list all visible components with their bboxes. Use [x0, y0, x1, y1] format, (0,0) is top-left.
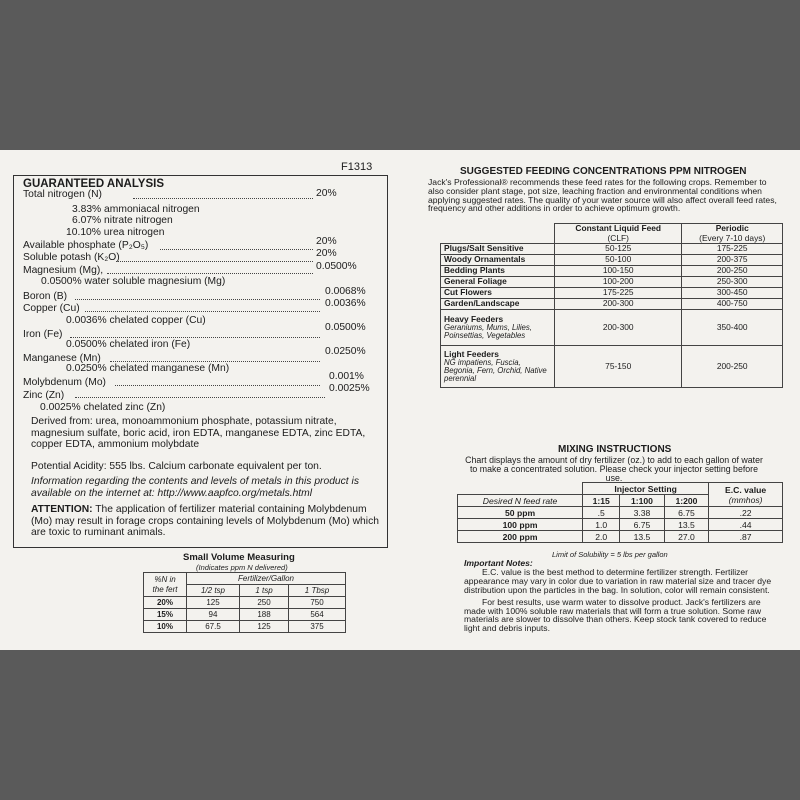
table-cell: 175-225 — [555, 288, 682, 299]
analysis-line: Boron (B) — [23, 291, 68, 302]
feeding-title: SUGGESTED FEEDING CONCENTRATIONS PPM NITROGEN — [460, 166, 747, 177]
small-volume-subtitle: (Indicates ppm N delivered) — [196, 563, 288, 572]
derived-from-text: Derived from: urea, monoammonium phosphate, potassium nitrate, magnesium sulfate, boric acid, iron EDTA, manganese EDTA, zinc EDTA, copper EDTA, ammonium molybdate — [31, 416, 366, 450]
table-row — [441, 288, 783, 299]
analysis-line: Soluble potash (K₂O) — [23, 252, 120, 263]
clf-header: Constant Liquid Feed — [575, 223, 662, 233]
table-cell: 250 — [240, 597, 289, 609]
column-header: 1:100 — [620, 495, 664, 507]
analysis-value: 0.001% — [329, 371, 364, 382]
important-notes — [464, 559, 784, 633]
table-row — [441, 346, 783, 388]
analysis-line: Iron (Fe) — [23, 329, 63, 340]
analysis-line: Total nitrogen (N) — [23, 189, 102, 200]
table-cell: 1.0 — [583, 519, 620, 531]
row-label: 10% — [144, 621, 187, 633]
leader-dots — [110, 361, 320, 362]
analysis-line: 0.0025% chelated zinc (Zn) — [40, 402, 166, 413]
analysis-value: 0.0250% — [325, 346, 366, 357]
analysis-line: 0.0500% chelated iron (Fe) — [66, 339, 191, 350]
table-cell: .44 — [709, 519, 783, 531]
table-cell: 50-100 — [555, 255, 682, 266]
crop-label: Bedding Plants — [441, 266, 555, 277]
injector-setting-header: Injector Setting — [583, 483, 709, 495]
ec-unit: (mmhos) — [728, 494, 763, 505]
attention-body: The application of fertilizer material containing Molybdenum (Mo) may result in forage crops containing levels of Molybdenum (Mo) which are toxic to ruminant animals. — [31, 504, 379, 538]
analysis-value: 20% — [316, 188, 337, 199]
table-cell: 75-150 — [555, 346, 682, 388]
analysis-line: Molybdenum (Mo) — [23, 377, 106, 388]
crop-label: Cut Flowers — [441, 288, 555, 299]
table-row — [144, 609, 346, 621]
table-row — [441, 310, 783, 346]
mixing-intro: Chart displays the amount of dry fertilizer (oz.) to add to each gallon of water to make a concentrated solution. Please check your injector setting before use. — [465, 455, 763, 484]
solubility-limit-note: Limit of Solubility = 5 lbs per gallon — [552, 550, 668, 559]
leader-dots — [107, 273, 313, 274]
table-cell: 400-750 — [682, 299, 783, 310]
table-cell: .5 — [583, 507, 620, 519]
crop-label: Plugs/Salt Sensitive — [441, 244, 555, 255]
table-cell: 125 — [240, 621, 289, 633]
small-volume-title: Small Volume Measuring — [183, 552, 295, 563]
ec-title: E.C. value — [725, 484, 767, 495]
rate-header: Desired N feed rate — [458, 495, 583, 507]
table-cell: 200-300 — [555, 299, 682, 310]
row-label: 100 ppm — [458, 519, 583, 531]
table-row — [458, 507, 783, 519]
table-cell: 350-400 — [682, 310, 783, 346]
column-header — [682, 224, 783, 244]
table-cell: 13.5 — [620, 531, 664, 543]
crop-label: General Foliage — [441, 277, 555, 288]
row-label: 50 ppm — [458, 507, 583, 519]
leader-dots — [115, 385, 320, 386]
crop-label — [441, 346, 555, 388]
analysis-line: 0.0036% chelated copper (Cu) — [66, 315, 206, 326]
table-cell: 100-150 — [555, 266, 682, 277]
table-cell: 188 — [240, 609, 289, 621]
table-cell: 300-450 — [682, 288, 783, 299]
column-header: 1:200 — [664, 495, 708, 507]
table-cell: 27.0 — [664, 531, 708, 543]
leader-dots — [160, 249, 313, 250]
potential-acidity-text: Potential Acidity: 555 lbs. Calcium carbonate equivalent per ton. — [31, 461, 322, 472]
column-header: 1/2 tsp — [187, 585, 240, 597]
periodic-header: Periodic — [715, 223, 749, 233]
table-cell: 50-125 — [555, 244, 682, 255]
analysis-value: 0.0500% — [316, 261, 357, 272]
table-cell: 125 — [187, 597, 240, 609]
table-cell: 2.0 — [583, 531, 620, 543]
table-row — [441, 266, 783, 277]
table-cell: 100-200 — [555, 277, 682, 288]
column-header — [555, 224, 682, 244]
mixing-title: MIXING INSTRUCTIONS — [558, 444, 672, 455]
attention-text — [31, 504, 386, 539]
table-cell: 94 — [187, 609, 240, 621]
table-row — [144, 621, 346, 633]
blank-header-cell — [458, 483, 583, 495]
table-row — [458, 531, 783, 543]
analysis-line: Zinc (Zn) — [23, 390, 65, 401]
analysis-value: 20% — [316, 248, 337, 259]
attention-label: ATTENTION: — [31, 504, 93, 515]
leader-dots — [75, 397, 325, 398]
analysis-line: Available phosphate (P₂O₅) — [23, 240, 149, 251]
analysis-value: 0.0500% — [325, 322, 366, 333]
analysis-line: 0.0250% chelated manganese (Mn) — [66, 363, 230, 374]
table-row — [441, 299, 783, 310]
small-volume-table — [143, 572, 346, 633]
table-cell: 200-250 — [682, 266, 783, 277]
guaranteed-analysis-title: GUARANTEED ANALYSIS — [23, 178, 164, 190]
form-code: F1313 — [341, 161, 373, 173]
table-cell: 3.38 — [620, 507, 664, 519]
ec-header — [709, 483, 783, 507]
table-corner-header: %N in the fert — [144, 573, 187, 597]
periodic-subheader: (Every 7-10 days) — [699, 232, 766, 243]
note-paragraph: For best results, use warm water to dissolve product. Jack's fertilizers are made with 100% soluble raw materials that will form a true solution. Some raw materials are slower to dissolve than others. Keep stock tank covered to reduce light and debris inputs. — [464, 596, 767, 634]
crop-label: Garden/Landscape — [441, 299, 555, 310]
metals-info-text: Information regarding the contents and levels of metals in this product is available on the internet at: http://www.aapfco.org/metals.html — [31, 476, 359, 499]
crop-detail: NG impatiens, Fuscia, Begonia, Fern, Orchid, Native perennial — [444, 358, 547, 384]
leader-dots — [75, 299, 320, 300]
crop-name: Heavy Feeders — [444, 313, 504, 324]
table-row — [441, 255, 783, 266]
table-cell: 200-375 — [682, 255, 783, 266]
table-cell: 200-300 — [555, 310, 682, 346]
analysis-line: Manganese (Mn) — [23, 353, 101, 364]
table-cell: 200-250 — [682, 346, 783, 388]
analysis-line: 10.10% urea nitrogen — [66, 227, 165, 238]
mixing-table — [457, 482, 783, 543]
table-cell: 175-225 — [682, 244, 783, 255]
crop-label: Woody Ornamentals — [441, 255, 555, 266]
crop-label — [441, 310, 555, 346]
row-label: 20% — [144, 597, 187, 609]
table-cell: 750 — [289, 597, 346, 609]
leader-dots — [133, 198, 313, 199]
crop-name: Light Feeders — [444, 348, 499, 359]
table-row — [441, 244, 783, 255]
column-header: 1 Tbsp — [289, 585, 346, 597]
analysis-value: 20% — [316, 236, 337, 247]
blank-header-cell — [441, 224, 555, 244]
analysis-value: 0.0036% — [325, 298, 366, 309]
table-cell: 375 — [289, 621, 346, 633]
feeding-table — [440, 223, 783, 388]
column-header: 1 tsp — [240, 585, 289, 597]
table-cell: .22 — [709, 507, 783, 519]
analysis-line: 6.07% nitrate nitrogen — [72, 215, 173, 226]
analysis-line: Magnesium (Mg), — [23, 265, 104, 276]
analysis-value: 0.0025% — [329, 383, 370, 394]
table-cell: .87 — [709, 531, 783, 543]
important-notes-title: Important Notes: — [464, 558, 533, 568]
table-cell: 250-300 — [682, 277, 783, 288]
analysis-line: 0.0500% water soluble magnesium (Mg) — [41, 276, 226, 287]
table-cell: 6.75 — [664, 507, 708, 519]
crop-detail: Geraniums, Mums, Lilies, Poinsettias, Vegetables — [444, 323, 532, 341]
feeding-intro: Jack's Professional® recommends these feed rates for the following crops. Remember to also consider plant stage, pot size, leaching fraction and environmental conditions when applying suggested rates. The quality of your water source will also affect overall feed rates, frequency and other additions in order to achieve optimum growth. — [428, 177, 777, 214]
table-cell: 67.5 — [187, 621, 240, 633]
table-row — [144, 597, 346, 609]
table-cell: 564 — [289, 609, 346, 621]
analysis-line: 3.83% ammoniacal nitrogen — [72, 204, 200, 215]
table-row — [458, 519, 783, 531]
analysis-value: 0.0068% — [325, 286, 366, 297]
row-label: 15% — [144, 609, 187, 621]
leader-dots — [116, 261, 313, 262]
leader-dots — [70, 337, 320, 338]
table-cell: 6.75 — [620, 519, 664, 531]
note-paragraph: E.C. value is the best method to determine fertilizer strength. Fertilizer appearance may vary in color due to variation in raw material size and tracer dye distribution upon the particles in the bag. In solution, color will remain consistent. — [464, 566, 772, 595]
column-header: 1:15 — [583, 495, 620, 507]
row-label: 200 ppm — [458, 531, 583, 543]
table-group-header: Fertilizer/Gallon — [187, 573, 346, 585]
table-row — [441, 277, 783, 288]
leader-dots — [85, 311, 320, 312]
table-cell: 13.5 — [664, 519, 708, 531]
clf-subheader: (CLF) — [607, 232, 629, 243]
analysis-line: Copper (Cu) — [23, 303, 80, 314]
